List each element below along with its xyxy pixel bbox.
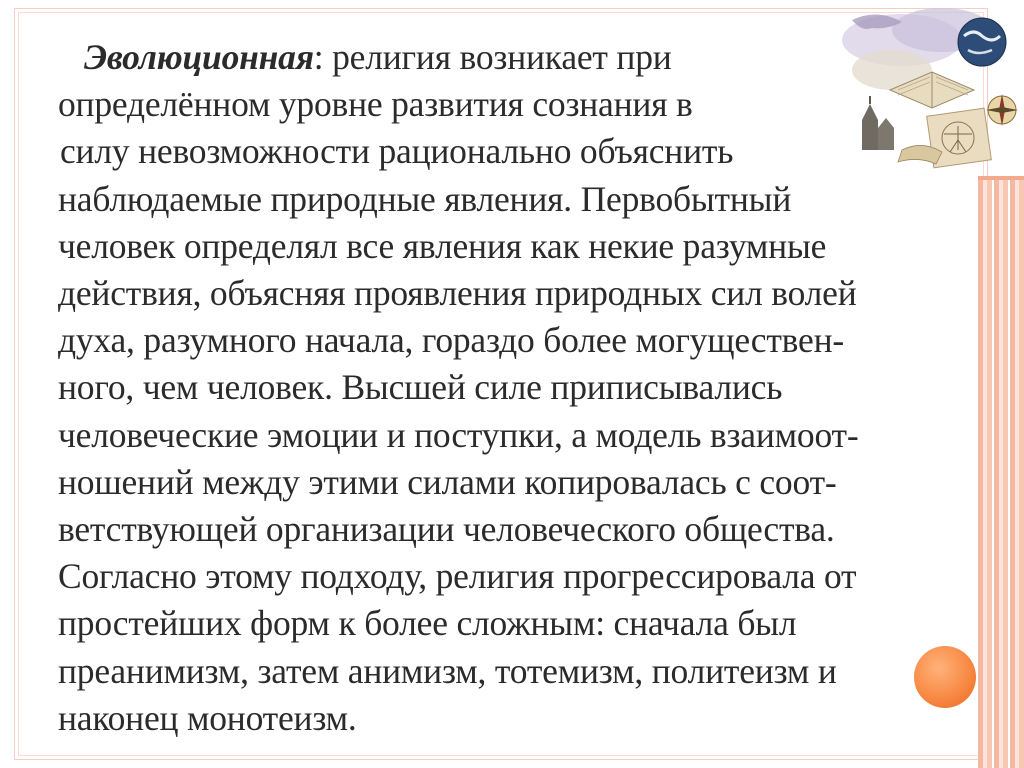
slide-body-text: [58, 34, 970, 742]
text-line-9: человеческие эмоции и поступки, а модель взаимоот-: [58, 414, 859, 455]
text-line-1: [58, 34, 970, 81]
right-decorative-stripes: [978, 176, 1024, 768]
highlighted-term: Эволюционная: [84, 37, 314, 77]
right-stripes-top-edge: [978, 176, 1024, 180]
text-line-12: Согласно этому подходу, религия прогрессировала от: [58, 556, 857, 597]
text-line-3: силу невозможности рационально объяснить: [60, 131, 734, 172]
text-line-11: ветствующей организации человеческого общества.: [58, 509, 835, 550]
text-line-14: преанимизм, затем анимизм, тотемизм, политеизм и: [58, 650, 837, 691]
text-line-1-rest: : религия возникает при: [313, 37, 672, 77]
text-line-10: ношений между этими силами копировалась с соот-: [58, 461, 837, 502]
text-line-5: человек определял все явления как некие разумные: [58, 225, 827, 266]
text-line-13: простейших форм к более сложным: сначала был: [58, 603, 797, 644]
text-line-8: ного, чем человек. Высшей силе приписывались: [58, 367, 783, 408]
text-line-15: наконец монотеизм.: [58, 697, 357, 738]
text-line-7: духа, разумного начала, гораздо более могуществен-: [58, 320, 845, 361]
text-line-4: наблюдаемые природные явления. Первобытный: [58, 178, 792, 219]
text-line-6: действия, объясняя проявления природных сил волей: [58, 273, 857, 314]
text-line-2: определённом уровне развития сознания в: [58, 84, 693, 125]
